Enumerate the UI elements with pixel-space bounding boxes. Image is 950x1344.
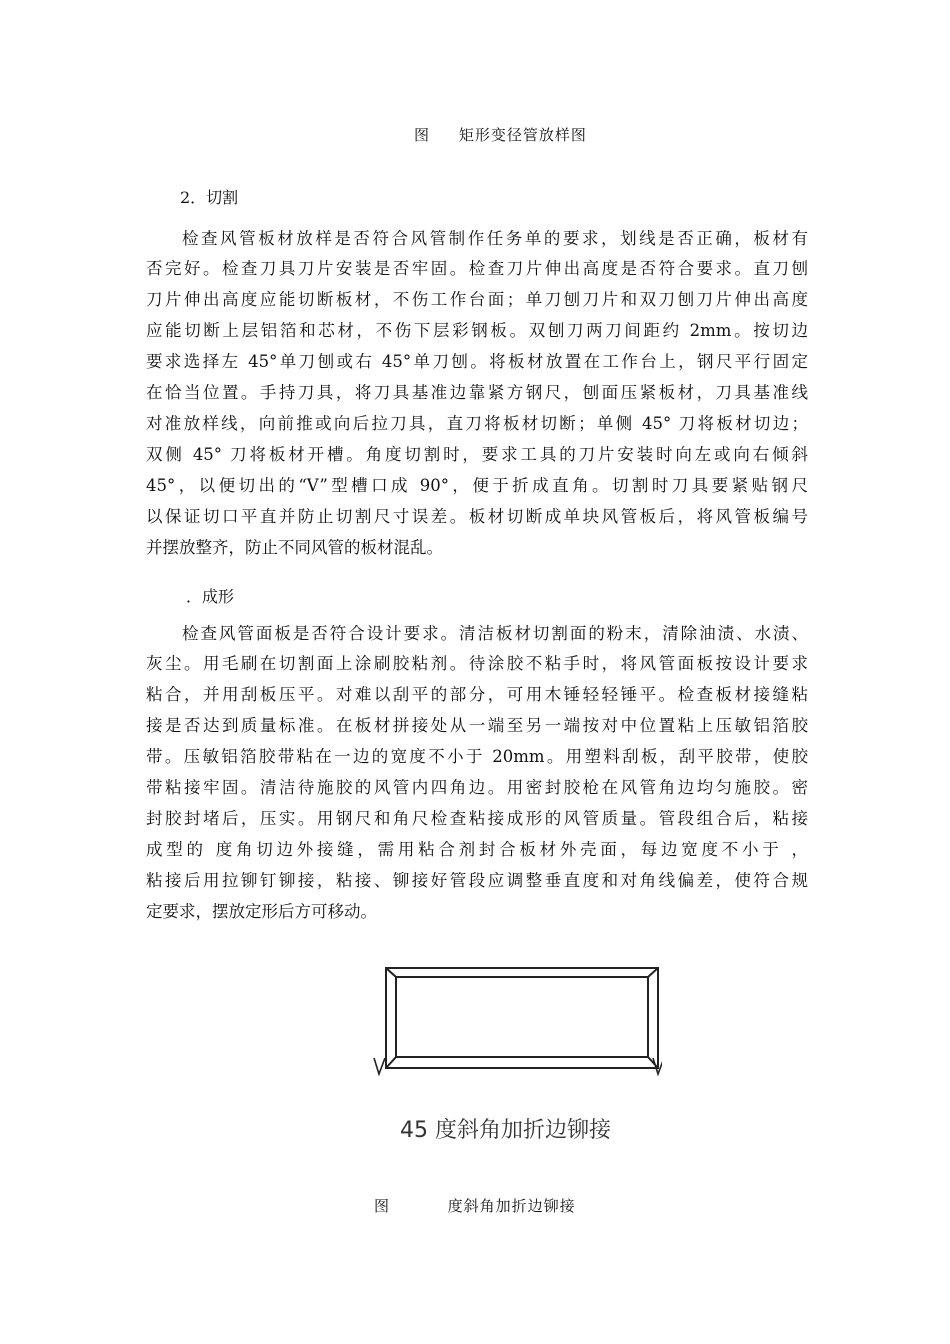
frame-inner xyxy=(396,977,648,1057)
rivet-fold-mark xyxy=(374,1058,385,1074)
paragraph-line: 成型的 度角切边外接缝，需用粘合剂封合板材外壳面，每边宽度不小于 ， xyxy=(146,840,808,859)
paragraph-line: 应能切断上层铝箔和芯材，不伤下层彩钢板。双刨刀两刀间距约 2mm。按切边 xyxy=(146,321,808,340)
paragraph-line: 双侧 45° 刀将板材开槽。角度切割时，要求工具的刀片安装时向左或向右倾斜 xyxy=(146,445,808,464)
figure2-caption: 图 度斜角加折边铆接 xyxy=(374,1197,576,1215)
paragraph-line: 在恰当位置。手持刀具，将刀具基准边靠紧方钢尺，刨面压紧板材，刀具基准线 xyxy=(146,383,808,402)
paragraph-line: 刀片伸出高度应能切断板材，不伤工作台面；单刀刨刀片和双刀刨刀片伸出高度 xyxy=(146,290,808,309)
paragraph-line: 否完好。检查刀具刀片安装是否牢固。检查刀片伸出高度是否符合要求。直刀刨 xyxy=(146,259,808,278)
frame-outer xyxy=(386,968,658,1068)
paragraph-line: 要求选择左 45°单刀刨或右 45°单刀刨。将板材放置在工作台上，钢尺平行固定 xyxy=(146,352,808,371)
paragraph-line: 接是否达到质量标准。在板材拼接处从一端至另一端按对中位置粘上压敏铝箔胶 xyxy=(146,716,808,735)
paragraph-line: 粘接后用拉铆钉铆接，粘接、铆接好管段应调整垂直度和对角线偏差，使符合规 xyxy=(146,871,808,890)
section2-heading: 2．切割 xyxy=(180,188,239,207)
figure1-caption: 图 矩形变径管放样图 xyxy=(414,126,587,144)
paragraph-line: 带粘接牢固。清洁待施胶的风管内四角边。用密封胶枪在风管角边均匀施胶。密 xyxy=(146,778,808,797)
section3-heading: ．成形 xyxy=(186,587,235,606)
miter-line xyxy=(386,968,396,977)
paragraph-line: 封胶封堵后，压实。用钢尺和角尺检查粘接成形的风管质量。管段组合后，粘接 xyxy=(146,809,808,828)
paragraph-line: 粘合，并用刮板压平。对难以刮平的部分，可用木锤轻轻锤平。检查板材接缝粘 xyxy=(146,685,808,704)
paragraph-line: 检查风管面板是否符合设计要求。清洁板材切割面的粉末，清除油渍、水渍、 xyxy=(182,624,808,643)
paragraph-line: 以保证切口平直并防止切割尺寸误差。板材切断成单块风管板后，将风管板编号 xyxy=(146,507,808,526)
paragraph-line: 检查风管板材放样是否符合风管制作任务单的要求，划线是否正确，板材有 xyxy=(182,229,808,248)
paragraph-line: 45°，以便切出的“V”型槽口成 90°，便于折成直角。切割时刀具要紧贴钢尺 xyxy=(146,476,808,495)
paragraph-line: 带。压敏铝箔胶带粘在一边的宽度不小于 20mm。用塑料刮板，刮平胶带，使胶 xyxy=(146,747,808,766)
miter-line xyxy=(386,1057,396,1068)
miter-line xyxy=(648,968,658,977)
paragraph-line: 灰尘。用毛刷在切割面上涂刷胶粘剂。待涂胶不粘手时，将风管面板按设计要求 xyxy=(146,654,808,673)
figure2-label: 45 度斜角加折边铆接 xyxy=(400,1118,611,1143)
paragraph-line: 并摆放整齐，防止不同风管的板材混乱。 xyxy=(146,538,443,557)
paragraph-line: 定要求，摆放定形后方可移动。 xyxy=(146,902,377,921)
mitered-frame-drawing xyxy=(370,962,662,1080)
paragraph-line: 对准放样线，向前推或向后拉刀具，直刀将板材切断；单侧 45° 刀将板材切边； xyxy=(146,414,808,433)
